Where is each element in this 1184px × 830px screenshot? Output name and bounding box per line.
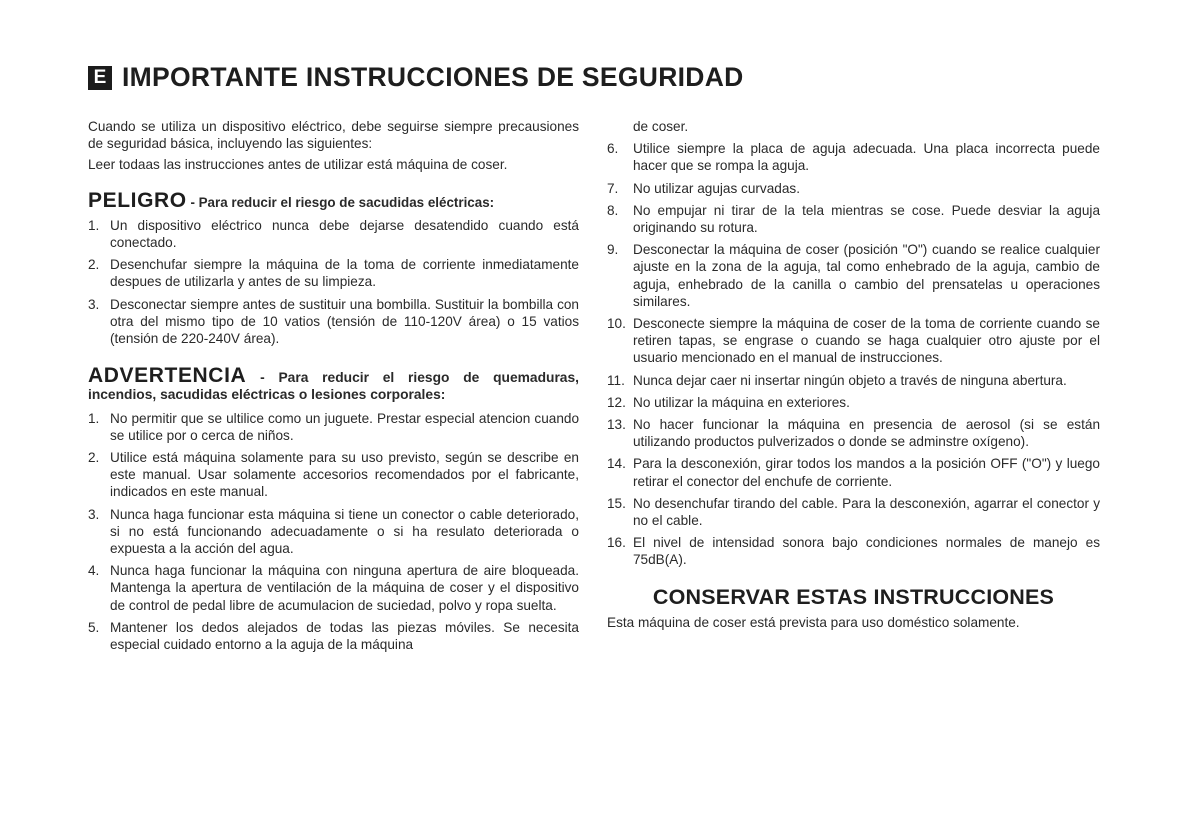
conservar-text: Esta máquina de coser está prevista para uso doméstico solamente. <box>607 614 1020 630</box>
item-text: No hacer funcionar la máquina en presencia de aerosol (si se están utilizando productos pulverizados o donde se adminstre oxígeno). <box>633 417 1100 450</box>
peligro-subtitle: - Para reducir el riesgo de sacudidas eléctricas: <box>186 194 495 210</box>
item-number: 8. <box>607 202 619 218</box>
item-number: 5. <box>88 619 100 635</box>
item-number: 7. <box>607 180 619 196</box>
advertencia-heading <box>88 364 579 403</box>
list-item <box>88 506 579 558</box>
page-title <box>88 62 744 93</box>
item-number: 15. <box>607 495 626 511</box>
list-item <box>607 455 1100 489</box>
item-number: 1. <box>88 217 100 233</box>
item-continuation: de coser. <box>633 119 689 134</box>
intro-paragraph-2: Leer todaas las instrucciones antes de utilizar está máquina de coser. <box>88 157 508 173</box>
list-item <box>88 217 579 251</box>
item-text: No empujar ni tirar de la tela mientras se cose. Puede desviar la aguja originando su rotura. <box>633 202 1100 236</box>
item-number: 16. <box>607 535 626 551</box>
item-text: Desconectar siempre antes de sustituir una bombilla. Sustituir la bombilla con otra del mismo tipo de 10 vatios (tensión de 110-120V área) o 15 vatios (tensión de 220-240V área). <box>110 296 579 347</box>
list-item <box>88 562 579 614</box>
item-number: 10. <box>607 316 626 332</box>
list-item <box>88 449 579 501</box>
list-item <box>88 256 579 290</box>
list-item <box>607 180 1100 197</box>
item-text: Nunca haga funcionar esta máquina si tiene un conector o cable deteriorado, si no está funcionando adecuadamente o si ha resulato deteriorada o expuesta a la acción del agua. <box>110 506 579 557</box>
item-text: No desenchufar tirando del cable. Para la desconexión, agarrar el conector y no el cable. <box>633 495 1100 529</box>
item-number: 3. <box>88 296 100 312</box>
peligro-heading <box>88 188 579 212</box>
left-column <box>88 118 579 658</box>
item-text: Desconectar la máquina de coser (posición "O") cuando se realice cualquier ajuste en la zona de la aguja, tal como enhebrado de la aguja, cambio de aguja, enhebrado de la canilla o cambio del prensatelas u operaciones similares. <box>633 242 1100 309</box>
item-text: Un dispositivo eléctrico nunca debe dejarse desatendido cuando está conectado. <box>110 217 579 251</box>
item-number: 6. <box>607 141 619 157</box>
list-item <box>607 495 1100 529</box>
language-badge-icon: E <box>88 66 112 90</box>
item-number: 2. <box>88 450 100 466</box>
right-column <box>607 118 1100 631</box>
advertencia-list <box>88 410 579 654</box>
advertencia-subtitle: - Para reducir el riesgo de quemaduras, incendios, sacudidas eléctricas o lesiones corporales: <box>88 370 579 403</box>
item-text: Mantener los dedos alejados de todas las piezas móviles. Se necesita especial cuidado entorno a la aguja de la máquina <box>110 619 579 653</box>
item-text: Nunca dejar caer ni insertar ningún objeto a través de ninguna abertura. <box>633 372 1067 388</box>
item-number: 12. <box>607 394 626 410</box>
item-text: Desenchufar siempre la máquina de la toma de corriente inmediatamente despues de utilizarla y antes de su limpieza. <box>110 257 579 290</box>
list-item <box>607 315 1100 367</box>
item-number: 11. <box>607 372 625 388</box>
item-text: No permitir que se ultilice como un juguete. Prestar especial atencion cuando se utilice por o cerca de niños. <box>110 410 579 443</box>
peligro-list <box>88 217 579 347</box>
item-number: 3. <box>88 506 100 522</box>
item-number: 1. <box>88 410 100 426</box>
item-text: Desconecte siempre la máquina de coser de la toma de corriente cuando se retiren tapas, se engrase o cuando se haga cualquier otro ajuste por el usuario mencionado en el manual de instrucciones. <box>633 316 1100 366</box>
list-item <box>88 619 579 653</box>
item-text: El nivel de intensidad sonora bajo condiciones normales de manejo es 75dB(A). <box>633 535 1100 568</box>
item-text: No utilizar agujas curvadas. <box>633 180 800 196</box>
item-text: Utilice siempre la placa de aguja adecuada. Una placa incorrecta puede hacer que se rompa la aguja. <box>633 141 1100 174</box>
item-number: 14. <box>607 456 626 472</box>
item-text: Para la desconexión, girar todos los mandos a la posición OFF ("O") y luego retirar el conector del enchufe de corriente. <box>633 456 1100 489</box>
item-number: 13. <box>607 417 626 433</box>
list-item <box>607 534 1100 568</box>
title-text: IMPORTANTE INSTRUCCIONES DE SEGURIDAD <box>122 62 744 92</box>
advertencia-list-continued <box>607 140 1100 568</box>
peligro-title: PELIGRO <box>88 188 187 212</box>
list-item <box>607 140 1100 174</box>
item-number: 4. <box>88 563 100 579</box>
list-item <box>88 410 579 444</box>
list-item <box>607 241 1100 310</box>
intro-paragraph-1: Cuando se utiliza un dispositivo eléctrico, debe seguirse siempre precausiones de seguridad básica, incluyendo las siguientes: <box>88 119 579 152</box>
conservar-heading: CONSERVAR ESTAS INSTRUCCIONES <box>652 584 1055 609</box>
item-text: Utilice está máquina solamente para su uso previsto, según se describe en este manual. Usar solamente accesorios recomendados por el fabricante, indicados en este manual. <box>110 450 579 500</box>
item-number: 2. <box>88 257 100 273</box>
list-item <box>607 202 1100 236</box>
item-text: No utilizar la máquina en exteriores. <box>633 394 850 410</box>
list-item <box>607 394 1100 411</box>
advertencia-title: ADVERTENCIA <box>88 364 247 388</box>
list-item <box>607 372 1100 389</box>
item-text: Nunca haga funcionar la máquina con ninguna apertura de aire bloqueada. Mantenga la apertura de ventilación de la máquina de coser y el dispositivo de control de pedal libre de acumulacion de suciedad, polvo y ropa suelta. <box>110 563 579 613</box>
item-number: 9. <box>607 242 619 258</box>
list-item <box>88 296 579 348</box>
list-item <box>607 416 1100 450</box>
